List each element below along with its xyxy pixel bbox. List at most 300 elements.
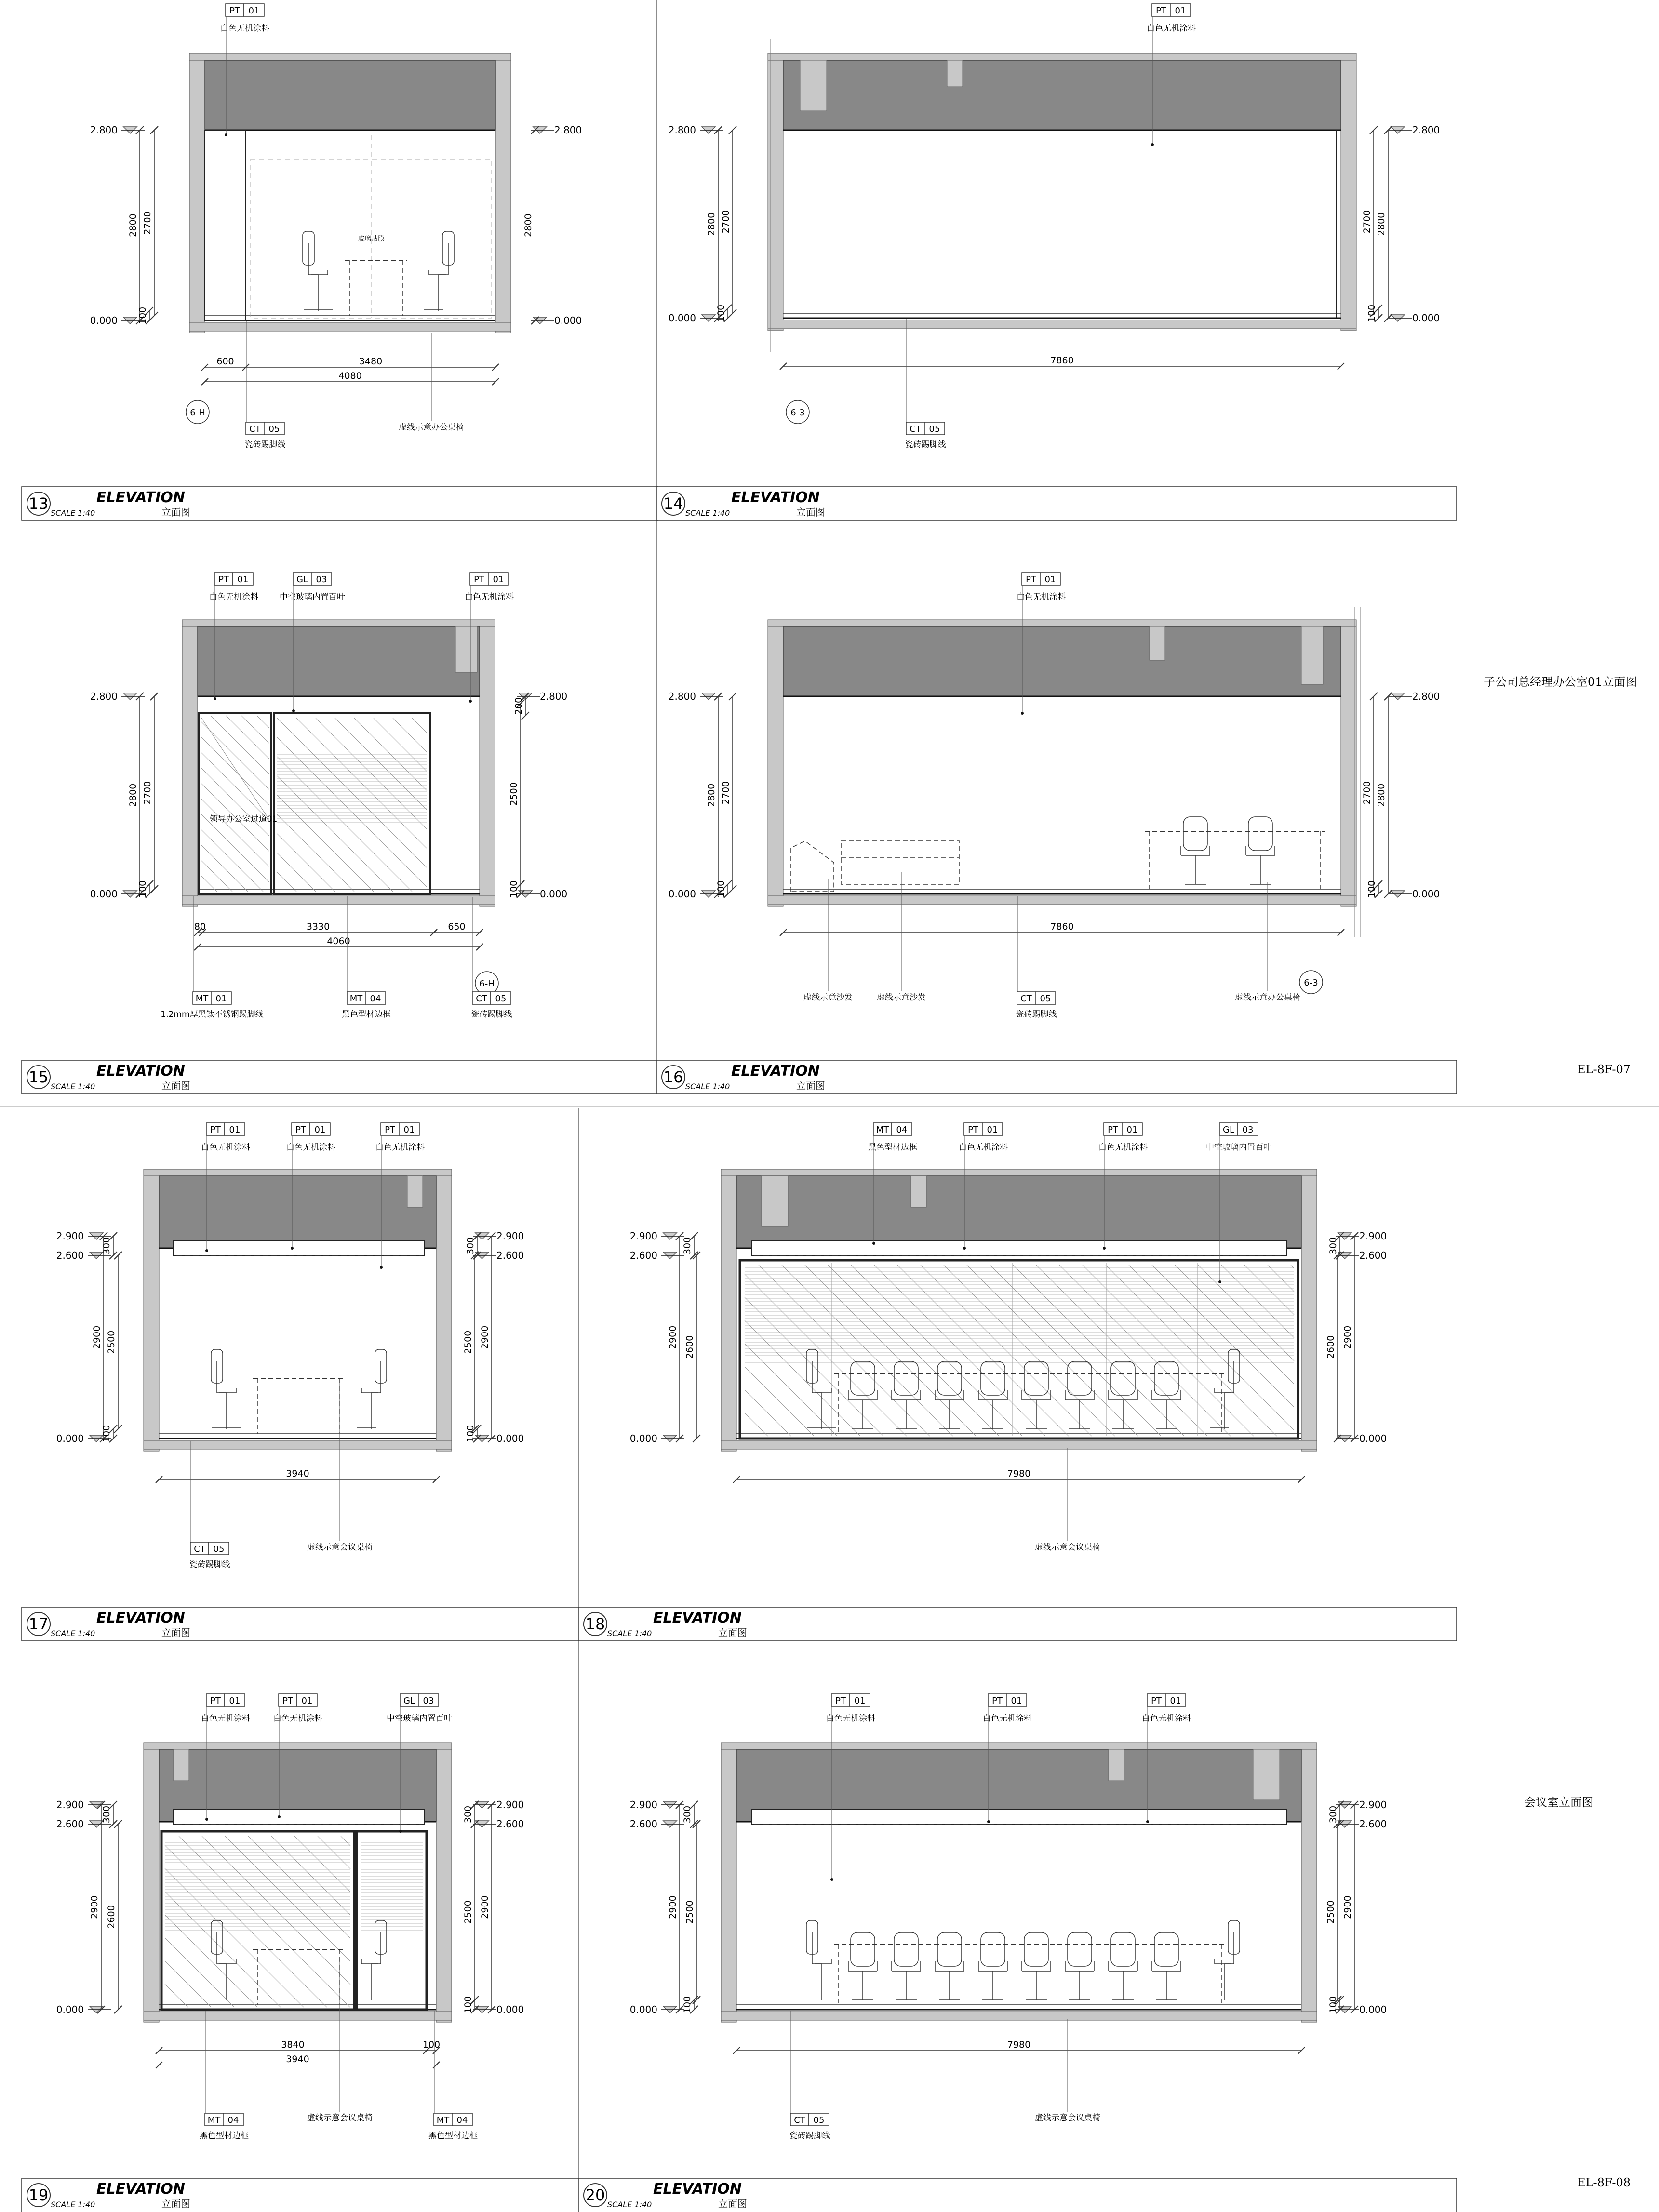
hatch-line (165, 1938, 234, 2007)
material-code: CT (476, 994, 487, 1004)
material-description: 瓷砖踢脚线 (189, 1560, 230, 1570)
drawing-title: ELEVATION (96, 1610, 185, 1626)
hatch-line (201, 768, 269, 836)
elevation-13 (22, 4, 658, 520)
material-code: PT (295, 1125, 306, 1135)
front-chair (1022, 1361, 1051, 1429)
level-label: 0.000 (496, 2004, 524, 2015)
chair-frame (978, 1961, 1007, 2000)
level-label: 2.600 (629, 1818, 657, 1830)
chair-frame (1181, 846, 1210, 884)
hatch-line (944, 1265, 1115, 1436)
chair-back (981, 1361, 1005, 1395)
drawing-number: 13 (28, 494, 49, 513)
hatch-line (745, 1413, 768, 1436)
level-label: 2.600 (496, 1250, 524, 1261)
leader-dot (1146, 1820, 1149, 1823)
hatch-line (1198, 1265, 1294, 1361)
hatch-line (851, 1265, 1022, 1436)
front-chair (1152, 1361, 1181, 1429)
dimension-label: 2900 (92, 1325, 102, 1349)
floor-slab (768, 320, 1356, 329)
chair (357, 1920, 387, 2000)
hatch-line (296, 718, 427, 848)
duct-block (800, 60, 827, 111)
dimension-label: 300 (1328, 1805, 1338, 1824)
chair-outline (217, 1361, 236, 1393)
hatch-line (412, 718, 427, 733)
hatch-line (393, 718, 427, 752)
dimension-label: 300 (682, 1237, 693, 1255)
hatch-line (1013, 1265, 1184, 1436)
dimension-label: 2800 (128, 783, 138, 807)
slab-top (182, 620, 495, 626)
material-number: 05 (1040, 994, 1051, 1004)
material-number: 01 (403, 1125, 415, 1135)
hatch-line (990, 1265, 1161, 1436)
drawing-scale: SCALE 1:40 (51, 508, 95, 518)
slab-top (721, 1743, 1317, 1749)
level-label: 2.900 (496, 1230, 524, 1242)
chair-back (1154, 1361, 1178, 1395)
wall-left (144, 1169, 159, 1451)
front-chair (1246, 817, 1275, 884)
drawing-scale: SCALE 1:40 (51, 2200, 95, 2209)
chair-base (304, 275, 333, 311)
duct-block (911, 1176, 926, 1207)
annotation-note: 虚线示意办公桌椅 (1235, 993, 1300, 1002)
drawing-scale: SCALE 1:40 (685, 508, 730, 518)
dimension-label: 100 (465, 1425, 476, 1443)
chair (1210, 1349, 1240, 1429)
wall-right (495, 53, 511, 333)
material-number: 01 (237, 574, 249, 585)
elevation-19 (22, 1694, 581, 2212)
dimension-label: 2900 (1342, 1325, 1353, 1349)
material-number: 01 (854, 1696, 866, 1706)
material-code: PT (968, 1125, 978, 1135)
ceiling-void (205, 60, 495, 130)
ceiling-light-trough (752, 1241, 1287, 1255)
front-chair (848, 1361, 877, 1429)
material-description: 白色无机涂料 (1142, 1714, 1191, 1723)
material-number: 01 (1126, 1125, 1138, 1135)
hatch-line (257, 716, 269, 728)
dimension-label: 100 (101, 1425, 112, 1443)
elevation-20 (578, 1694, 1457, 2212)
dimension-label: 2700 (1362, 210, 1372, 234)
chair-back (851, 1361, 875, 1395)
hatch-line (277, 834, 335, 892)
chair-frame (1065, 1961, 1094, 2000)
dimension-label: 100 (1366, 304, 1377, 322)
dimension-label: 3840 (281, 2039, 305, 2050)
chair-back (1068, 1932, 1092, 1966)
wall-right (1341, 620, 1356, 906)
material-number: 01 (229, 1696, 241, 1706)
wall-right (1301, 1743, 1317, 2022)
chair-outline (361, 1932, 381, 1964)
hatch-line (241, 716, 269, 743)
level-label: 2.600 (56, 1250, 84, 1261)
front-chair (1065, 1361, 1094, 1429)
dimension-label: 600 (216, 356, 234, 367)
chair (357, 1349, 387, 1429)
material-code: PT (835, 1696, 846, 1706)
hatch-line (335, 718, 427, 810)
chair-back (1183, 817, 1207, 851)
drawing-title: ELEVATION (96, 2181, 185, 2198)
material-code: PT (1026, 574, 1036, 585)
door-blinds (361, 1839, 423, 1930)
level-label: 0.000 (56, 2004, 84, 2015)
leader-dot (1103, 1247, 1106, 1250)
glass-film-text: 玻璃贴膜 (358, 235, 385, 243)
chair-back (1024, 1361, 1048, 1395)
hatch-line (1036, 1265, 1207, 1436)
sheet1-code: EL-8F-07 (1577, 1063, 1631, 1076)
wall-left (721, 1743, 736, 2022)
dimension-label: 7860 (1050, 355, 1074, 366)
leader-dot (399, 1830, 402, 1833)
drawing-number: 16 (663, 1068, 683, 1086)
chair-back (894, 1932, 918, 1966)
section-mark-label: 6-3 (1304, 978, 1318, 988)
material-number: 03 (316, 574, 327, 585)
chair-outline (812, 1932, 831, 1964)
duct-block (407, 1176, 423, 1207)
hatch-line (874, 1265, 1045, 1436)
hatch-line (225, 1836, 350, 1961)
material-number: 01 (1175, 6, 1186, 16)
drawing-title-cn: 立面图 (796, 1080, 825, 1092)
hatch-line (201, 830, 263, 892)
level-label: 2.900 (1359, 1230, 1387, 1242)
hatch-line (1152, 1265, 1294, 1407)
dimension-label: 2800 (706, 212, 717, 236)
dimension-label: 2900 (1342, 1895, 1353, 1919)
drawing-title: ELEVATION (96, 489, 185, 506)
drawing-title-cn: 立面图 (796, 506, 825, 518)
material-number: 05 (495, 994, 507, 1004)
side-panel (205, 130, 246, 320)
level-label: 2.600 (1359, 1250, 1387, 1261)
hatch-line (165, 1868, 304, 2007)
material-number: 04 (456, 2115, 468, 2125)
drawing-title-cn: 立面图 (161, 506, 190, 518)
hatch-line (248, 1836, 350, 1938)
chair-outline (429, 243, 448, 275)
material-code: GL (1223, 1125, 1234, 1135)
elevation-18 (578, 1123, 1457, 1641)
material-description: 黑色型材边框 (428, 2131, 478, 2141)
wall-left (144, 1743, 159, 2022)
dimension-label: 2700 (721, 781, 731, 805)
leader-dot (469, 700, 472, 703)
annotation-note: 虚线示意会议桌椅 (1035, 1543, 1100, 1552)
dimension-label: 300 (101, 1805, 112, 1824)
material-code: PT (282, 1696, 293, 1706)
duct-block (1109, 1749, 1124, 1781)
drawing-scale: SCALE 1:40 (607, 2200, 652, 2209)
section-mark-label: 6-H (190, 408, 205, 418)
level-label: 2.900 (629, 1230, 657, 1242)
hatch-line (277, 814, 354, 892)
leader-dot (380, 1266, 383, 1269)
drawing-title-cn: 立面图 (718, 2198, 747, 2210)
sheet1-title: 子公司总经理办公室01立面图 (1484, 675, 1637, 689)
level-label: 0.000 (56, 1433, 84, 1444)
chair (424, 231, 454, 311)
dimension-label: 100 (137, 306, 148, 325)
level-label: 2.800 (90, 691, 118, 702)
hatch-line (202, 1836, 350, 1985)
chair-back (1248, 817, 1272, 851)
wall-left (721, 1169, 736, 1451)
drawing-title: ELEVATION (653, 2181, 742, 2198)
material-number: 01 (493, 574, 504, 585)
chair-back (1154, 1932, 1178, 1966)
wall-right (436, 1743, 452, 2022)
chair-back (1111, 1932, 1135, 1966)
dimension-label: 2500 (684, 1900, 695, 1924)
leader-dot (205, 1818, 208, 1821)
material-number: 01 (229, 1125, 241, 1135)
material-description: 白色无机涂料 (1098, 1143, 1148, 1152)
chair (211, 1349, 241, 1429)
material-description: 白色无机涂料 (201, 1714, 250, 1723)
material-code: PT (210, 1696, 221, 1706)
level-label: 2.900 (496, 1799, 524, 1811)
ceiling-light-trough (174, 1810, 424, 1824)
dimension-label: 200 (513, 697, 524, 715)
material-number: 01 (248, 6, 260, 16)
glass-hatch (745, 1265, 1294, 1436)
dimension-label: 650 (448, 921, 466, 932)
leader-dot (1218, 1280, 1221, 1283)
material-description: 黑色型材边框 (868, 1143, 917, 1152)
chair-base (357, 1964, 378, 2000)
level-label: 2.600 (56, 1818, 84, 1830)
dimension-label: 2500 (463, 1900, 473, 1924)
glass-blinds (165, 1839, 350, 1930)
material-code: CT (794, 2115, 805, 2125)
material-description: 1.2mm厚黑钛不锈钢踢脚线 (161, 1010, 264, 1019)
dimension-label: 2700 (1362, 781, 1372, 805)
sheet2-title: 会议室立面图 (1524, 1796, 1593, 1809)
dimension-label: 4080 (338, 371, 362, 381)
chair-base (212, 1964, 241, 2000)
dimension-label: 300 (101, 1237, 112, 1255)
drawing-title: ELEVATION (653, 1610, 742, 1626)
hatch-line (226, 716, 269, 759)
ceiling-void (783, 626, 1341, 696)
dimension-label: 2800 (523, 213, 534, 237)
dimension-label: 100 (508, 880, 519, 898)
front-chair (848, 1932, 877, 2000)
dimension-label: 100 (716, 304, 726, 322)
dimension-label: 2700 (142, 781, 153, 805)
material-number: 03 (1242, 1125, 1254, 1135)
glass-hatch (277, 718, 427, 892)
hatch-line (179, 1836, 350, 2007)
chair-frame (848, 1961, 877, 2000)
hatch-line (201, 753, 269, 820)
hatch-line (745, 1367, 814, 1436)
chair (806, 1920, 836, 2000)
hatch-line (1244, 1265, 1294, 1315)
dimension-label: 300 (463, 1805, 473, 1824)
drawing-number: 17 (28, 1615, 49, 1633)
hatch-line (277, 872, 296, 892)
level-label: 2.800 (90, 124, 118, 136)
elevation-16 (656, 573, 1457, 1094)
drawing-number: 19 (28, 2186, 49, 2204)
hatch-line (1106, 1265, 1277, 1436)
hatch-line (745, 1390, 791, 1436)
chair-frame (1065, 1390, 1094, 1429)
elevation-14 (656, 4, 1457, 520)
chair-back (1024, 1932, 1048, 1966)
dimension-label: 2600 (1325, 1335, 1336, 1359)
material-number: 01 (314, 1125, 326, 1135)
sofa-front (841, 841, 959, 884)
level-label: 0.000 (629, 1433, 657, 1444)
level-label: 2.800 (1412, 124, 1440, 136)
chair-back (981, 1932, 1005, 1966)
chair (211, 1920, 241, 2000)
sofa-side (790, 841, 834, 892)
slab-top (144, 1169, 452, 1176)
level-label: 0.000 (554, 315, 582, 326)
drawing-scale: SCALE 1:40 (51, 1629, 95, 1638)
hatch-line (1175, 1265, 1294, 1384)
level-label: 0.000 (496, 1433, 524, 1444)
chair-frame (1022, 1961, 1051, 2000)
level-label: 0.000 (90, 888, 118, 900)
hatch-line (805, 1265, 976, 1436)
leader-dot (291, 1247, 294, 1250)
glass-wall-frame (740, 1260, 1298, 1439)
material-description: 白色无机涂料 (826, 1714, 875, 1723)
drawing-scale: SCALE 1:40 (607, 1629, 652, 1638)
material-description: 瓷砖踢脚线 (1016, 1010, 1057, 1019)
material-number: 05 (268, 424, 280, 434)
drawing-title: ELEVATION (96, 1063, 185, 1079)
dimension-label: 300 (465, 1237, 476, 1255)
material-description: 白色无机涂料 (983, 1714, 1032, 1723)
hatch-line (201, 799, 269, 866)
material-description: 白色无机涂料 (201, 1143, 250, 1152)
drawing-title-cn: 立面图 (161, 1080, 190, 1092)
hatch-line (201, 845, 248, 892)
dimension-label: 100 (682, 1996, 693, 2014)
hatch-line (294, 1836, 350, 1892)
hatch-line (277, 795, 374, 892)
annotation-note: 虚线示意沙发 (877, 993, 926, 1002)
material-number: 03 (423, 1696, 434, 1706)
annotation-note: 虚线示意沙发 (803, 993, 853, 1002)
material-description: 白色无机涂料 (1017, 592, 1066, 602)
hatch-line (759, 1265, 930, 1436)
dimension-label: 2900 (668, 1325, 678, 1349)
level-label: 0.000 (668, 888, 696, 900)
hatch-line (745, 1344, 837, 1436)
sheet2-code: EL-8F-08 (1577, 2176, 1631, 2189)
material-number: 04 (227, 2115, 239, 2125)
dimension-label: 2900 (480, 1325, 490, 1349)
hatch-line (165, 1984, 188, 2007)
material-description: 中空玻璃内置百叶 (387, 1714, 452, 1723)
level-label: 2.900 (1359, 1799, 1387, 1811)
front-chair (1109, 1361, 1137, 1429)
hatch-line (277, 776, 393, 892)
dimension-label: 3330 (306, 921, 330, 932)
front-chair (1109, 1932, 1137, 2000)
dimension-label: 100 (137, 880, 148, 898)
material-description: 黑色型材边框 (342, 1010, 391, 1019)
level-label: 2.900 (56, 1230, 84, 1242)
duct-block (455, 626, 477, 672)
material-description: 白色无机涂料 (273, 1714, 322, 1723)
wall-right (436, 1169, 452, 1451)
material-code: PT (474, 574, 484, 585)
material-number: 05 (813, 2115, 825, 2125)
front-chair (935, 1361, 964, 1429)
annotation-note: 虚线示意会议桌椅 (307, 1543, 373, 1552)
chair-outline (812, 1361, 831, 1393)
material-number: 01 (1170, 1696, 1181, 1706)
slab-top (721, 1169, 1317, 1176)
drawing-title: ELEVATION (731, 489, 820, 506)
glass-door-frame (357, 1831, 427, 2010)
level-label: 0.000 (1412, 312, 1440, 324)
chair-base (212, 1393, 241, 1429)
material-code: PT (1108, 1125, 1118, 1135)
level-label: 2.800 (668, 691, 696, 702)
chair-frame (848, 1390, 877, 1429)
ceiling-void (783, 60, 1341, 130)
level-label: 0.000 (1359, 1433, 1387, 1444)
dimension-label: 7980 (1007, 1468, 1031, 1479)
drawing-scale: SCALE 1:40 (685, 1082, 730, 1091)
dimension-label: 80 (194, 921, 206, 932)
material-code: PT (210, 1125, 221, 1135)
dimension-label: 100 (422, 2039, 441, 2050)
dimension-label: 2700 (721, 210, 731, 234)
dimension-label: 3940 (286, 2054, 309, 2065)
drawing-scale: SCALE 1:40 (51, 1082, 95, 1091)
ceiling-void (198, 626, 480, 696)
dimension-label: 2900 (668, 1895, 678, 1919)
hatch-line (277, 757, 412, 892)
floor-slab (144, 2012, 452, 2020)
chair-frame (1152, 1390, 1181, 1429)
material-code: CT (1020, 994, 1032, 1004)
annotation-note: 领导办公室过道01 (209, 814, 278, 824)
level-label: 2.600 (496, 1818, 524, 1830)
leader-dot (214, 697, 216, 700)
drawing-number: 14 (663, 494, 683, 513)
chair-frame (935, 1961, 964, 2000)
dimension-label: 2500 (508, 782, 519, 806)
material-description: 白色无机涂料 (286, 1143, 335, 1152)
chair-frame (892, 1961, 921, 2000)
leader-dot (987, 1820, 990, 1823)
leader-dot (872, 1242, 875, 1245)
ceiling-void (159, 1176, 436, 1248)
material-code: GL (296, 574, 308, 585)
